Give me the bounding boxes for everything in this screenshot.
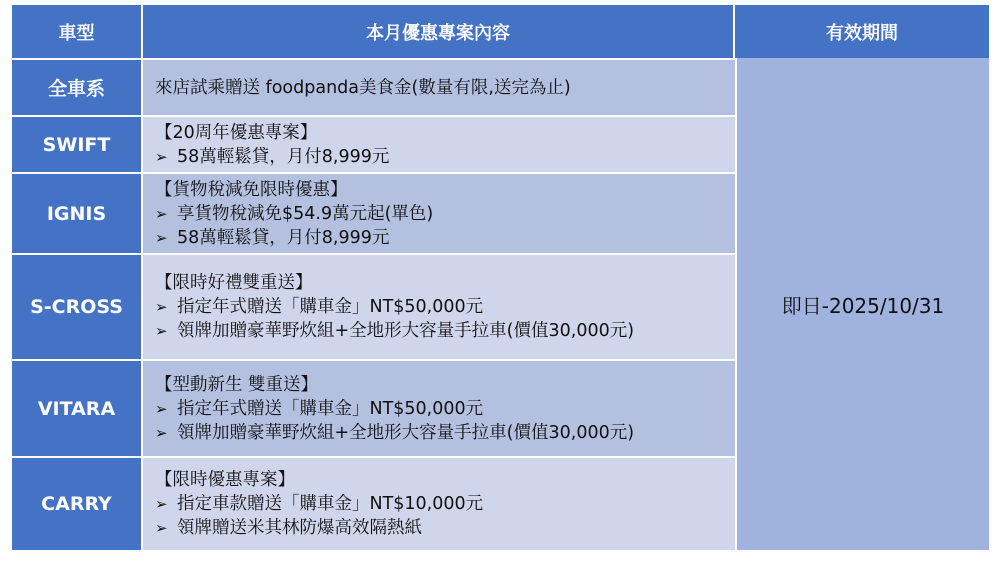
content-line: 58萬輕鬆貸，月付8,999元 — [177, 227, 390, 248]
promotion-table — [12, 5, 989, 550]
content-title: 【20周年優惠專案】 — [155, 122, 318, 143]
header-content: 本月優惠專案內容 — [143, 5, 735, 58]
content-line: 享貨物稅減免$54.9萬元起(單色) — [177, 203, 434, 224]
content-cell — [143, 361, 735, 456]
content-title: 【型動新生 雙重送】 — [155, 374, 319, 395]
content-title: 【限時好禮雙重送】 — [155, 273, 313, 293]
content-title: 【貨物稅減免限時優惠】 — [155, 179, 348, 200]
arrow-bullet-icon: ➢ — [155, 204, 168, 223]
arrow-bullet-icon: ➢ — [155, 147, 168, 166]
content-line: 領牌贈送米其林防爆高效隔熱紙 — [177, 518, 422, 538]
arrow-bullet-icon: ➢ — [155, 423, 168, 442]
table-row — [12, 255, 735, 359]
content-line: 指定年式贈送「購車金」NT$50,000元 — [177, 398, 484, 419]
model-cell: 全車系 — [12, 60, 143, 115]
model-cell: CARRY — [12, 458, 143, 550]
arrow-bullet-icon: ➢ — [155, 228, 168, 247]
model-cell: VITARA — [12, 361, 143, 456]
model-cell: SWIFT — [12, 117, 143, 172]
arrow-bullet-icon: ➢ — [155, 322, 168, 340]
table-row — [12, 60, 735, 115]
arrow-bullet-icon: ➢ — [155, 519, 168, 537]
content-title: 【限時優惠專案】 — [155, 470, 295, 490]
content-line: 來店試乘贈送 foodpanda美食金(數量有限,送完為止) — [155, 77, 571, 98]
content-cell — [143, 255, 735, 359]
arrow-bullet-icon: ➢ — [155, 399, 168, 418]
model-cell: S-CROSS — [12, 255, 143, 359]
arrow-bullet-icon: ➢ — [155, 298, 168, 316]
table-row — [12, 174, 735, 253]
content-cell — [143, 174, 735, 253]
table-row — [12, 117, 735, 172]
content-line: 指定車款贈送「購車金」NT$10,000元 — [177, 494, 484, 514]
content-line: 58萬輕鬆貸，月付8,999元 — [177, 146, 390, 167]
table-row — [12, 361, 735, 456]
period-cell: 即日-2025/10/31 — [735, 58, 989, 550]
content-cell — [143, 60, 735, 115]
content-line: 指定年式贈送「購車金」NT$50,000元 — [177, 297, 484, 317]
content-cell — [143, 117, 735, 172]
model-cell: IGNIS — [12, 174, 143, 253]
content-line: 領牌加贈豪華野炊組+全地形大容量手拉車(價值30,000元) — [177, 422, 635, 443]
content-line: 領牌加贈豪華野炊組+全地形大容量手拉車(價值30,000元) — [177, 321, 635, 341]
content-cell — [143, 458, 735, 550]
header-model: 車型 — [12, 5, 143, 58]
arrow-bullet-icon: ➢ — [155, 495, 168, 513]
table-row — [12, 458, 735, 550]
header-period: 有效期間 — [735, 5, 989, 58]
